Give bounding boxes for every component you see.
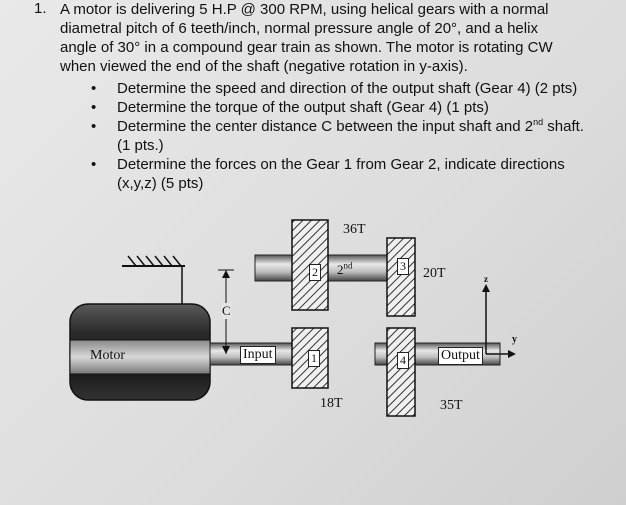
task-item [0,98,626,117]
task-sup: nd [533,117,544,127]
task-text: Determine the torque of the output shaft (Gear 4) (1 pts) [117,99,489,116]
task-item [0,79,626,98]
gear-18t-label: 18T [320,396,343,411]
task-item [0,155,626,193]
gear-3-label: 3 [397,258,409,275]
task-list [0,79,626,193]
gear-train-diagram [0,200,626,505]
output-label: Output [438,347,483,365]
gear-1-label: 1 [308,350,320,367]
task-text: Determine the forces on the Gear 1 from Gear 2, indicate directions [117,156,565,173]
gear-36t-label: 36T [343,222,366,237]
bullet-icon: • [91,156,97,173]
stem-line: A motor is delivering 5 H.P @ 300 RPM, using helical gears with a normal [60,1,549,18]
center-distance-label: C [222,303,231,318]
stem-line: diametral pitch of 6 teeth/inch, normal pressure angle of 20°, and a helix [60,20,538,37]
gear-4-body [387,328,415,416]
second-shaft-sup: nd [343,260,353,271]
z-axis-label: z [484,274,488,284]
motor-label: Motor [90,348,125,363]
y-axis-label: y [512,334,517,345]
input-label: Input [240,346,276,364]
problem-number: 1. [34,0,47,17]
stem-line: when viewed the end of the shaft (negative rotation in y-axis). [60,58,468,75]
gear-4-label: 4 [397,352,409,369]
gear-20t-label: 20T [423,266,446,281]
second-shaft-text: 2 [337,262,344,277]
stem-line: angle of 30° in a compound gear train as shown. The motor is rotating CW [60,39,553,56]
gear-3-body [387,238,415,316]
problem-stem [60,0,620,76]
bullet-icon: • [91,99,97,116]
task-text: shaft. [543,118,584,135]
gear-2-label: 2 [309,264,321,281]
bullet-icon: • [91,118,97,135]
task-item [0,117,626,155]
bullet-icon: • [91,80,97,97]
task-text-line2: (x,y,z) (5 pts) [117,175,204,192]
second-shaft [255,255,405,281]
task-text: Determine the speed and direction of the output shaft (Gear 4) (2 pts) [117,80,578,97]
gear-35t-label: 35T [440,398,463,413]
task-text: Determine the center distance C between the input shaft and 2 [117,118,534,135]
second-shaft-label [337,262,353,278]
task-text-line2: (1 pts.) [117,137,164,154]
